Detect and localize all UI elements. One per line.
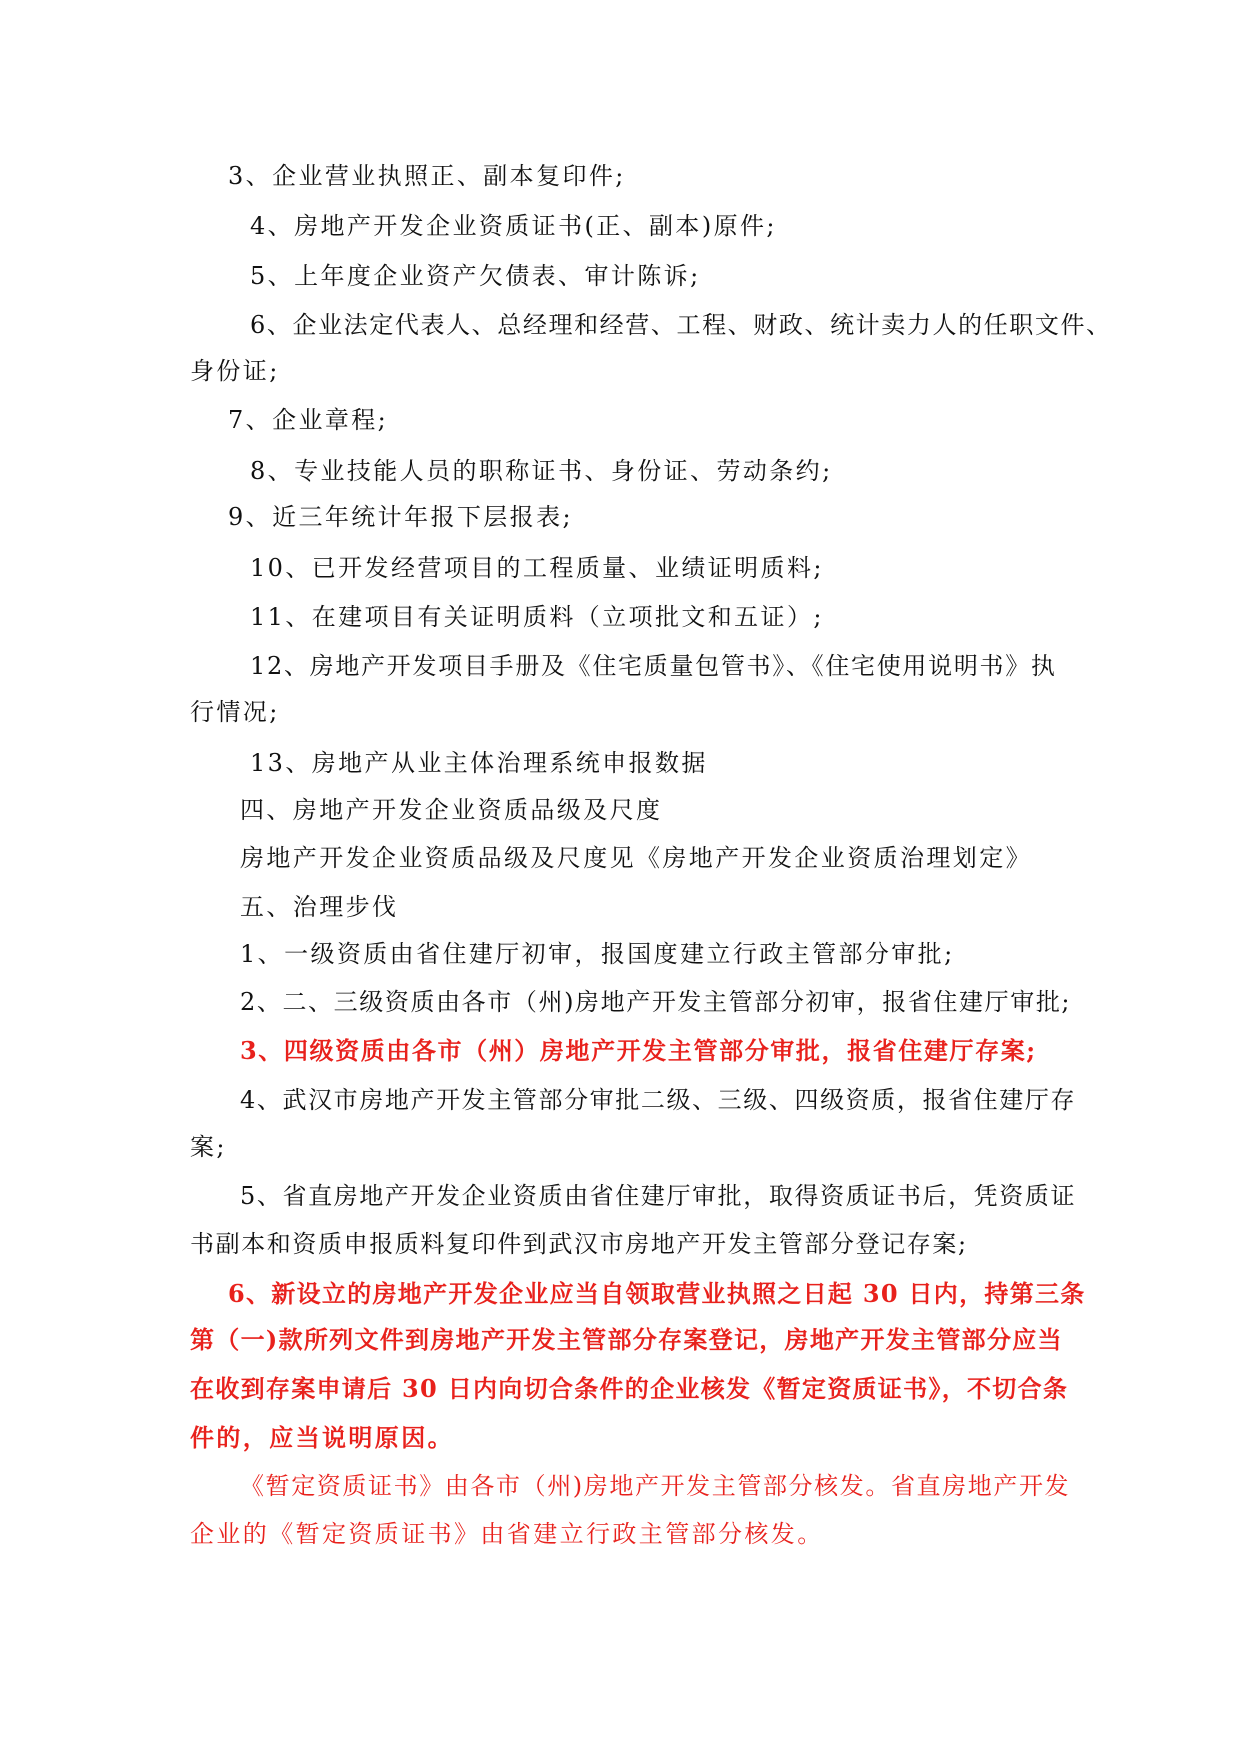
list-item-7: 7、企业章程; — [228, 406, 389, 434]
procedure-item-6-line-3: 在收到存案申请后 30 日内向切合条件的企业核发《暂定资质证书》，不切合条 — [190, 1374, 1069, 1403]
temporary-certificate-paragraph: 《暂定资质证书》由各市（州)房地产开发主管部分核发。省直房地产开发 — [240, 1472, 1071, 1500]
list-item-4: 4、房地产开发企业资质证书(正、副本)原件; — [250, 212, 777, 240]
list-item-13: 13、房地产从业主体治理系统申报数据 — [250, 749, 708, 777]
procedure-item-2: 2、二、三级资质由各市（州)房地产开发主管部分初审，报省住建厅审批; — [240, 988, 1072, 1016]
list-item-10: 10、已开发经营项目的工程质量、业绩证明质料; — [250, 554, 824, 582]
paragraph-qualification-standard: 房地产开发企业资质品级及尺度见《房地产开发企业资质治理划定》 — [240, 844, 1032, 872]
list-item-6-continued: 身份证; — [190, 357, 280, 385]
procedure-item-6-line-4: 件的，应当说明原因。 — [190, 1423, 454, 1452]
list-item-12-continued: 行情况; — [190, 698, 280, 726]
procedure-item-6-line-2: 第（一)款所列文件到房地产开发主管部分存案登记，房地产开发主管部分应当 — [190, 1325, 1063, 1354]
list-item-12: 12、房地产开发项目手册及《住宅质量包管书》、《住宅使用说明书》执 — [250, 652, 1057, 680]
procedure-item-4-continued: 案; — [190, 1133, 227, 1161]
procedure-item-4: 4、武汉市房地产开发主管部分审批二级、三级、四级资质，报省住建厅存 — [240, 1086, 1077, 1114]
list-item-9: 9、近三年统计年报下层报表; — [228, 503, 573, 531]
procedure-item-5: 5、省直房地产开发企业资质由省住建厅审批，取得资质证书后，凭资质证 — [240, 1182, 1077, 1210]
procedure-item-6-highlighted: 6、新设立的房地产开发企业应当自领取营业执照之日起 30 日内，持第三条 — [228, 1279, 1086, 1308]
temporary-certificate-paragraph-continued: 企业的《暂定资质证书》由省建立行政主管部分核发。 — [190, 1520, 824, 1548]
procedure-item-5-continued: 书副本和资质申报质料复印件到武汉市房地产开发主管部分登记存案; — [190, 1230, 968, 1258]
section-heading-5: 五、治理步伐 — [240, 893, 399, 921]
section-heading-4: 四、房地产开发企业资质品级及尺度 — [240, 796, 663, 824]
list-item-3: 3、企业营业执照正、副本复印件; — [228, 162, 626, 190]
procedure-item-1: 1、一级资质由省住建厅初审，报国度建立行政主管部分审批; — [240, 940, 955, 968]
list-item-5: 5、上年度企业资产欠债表、审计陈诉; — [250, 262, 701, 290]
list-item-11: 11、在建项目有关证明质料（立项批文和五证）; — [250, 603, 824, 631]
list-item-8: 8、专业技能人员的职称证书、身份证、劳动条约; — [250, 457, 833, 485]
list-item-6: 6、企业法定代表人、总经理和经营、工程、财政、统计卖力人的任职文件、 — [250, 311, 1112, 339]
procedure-item-3-highlighted: 3、四级资质由各市（州）房地产开发主管部分审批，报省住建厅存案; — [240, 1036, 1037, 1065]
